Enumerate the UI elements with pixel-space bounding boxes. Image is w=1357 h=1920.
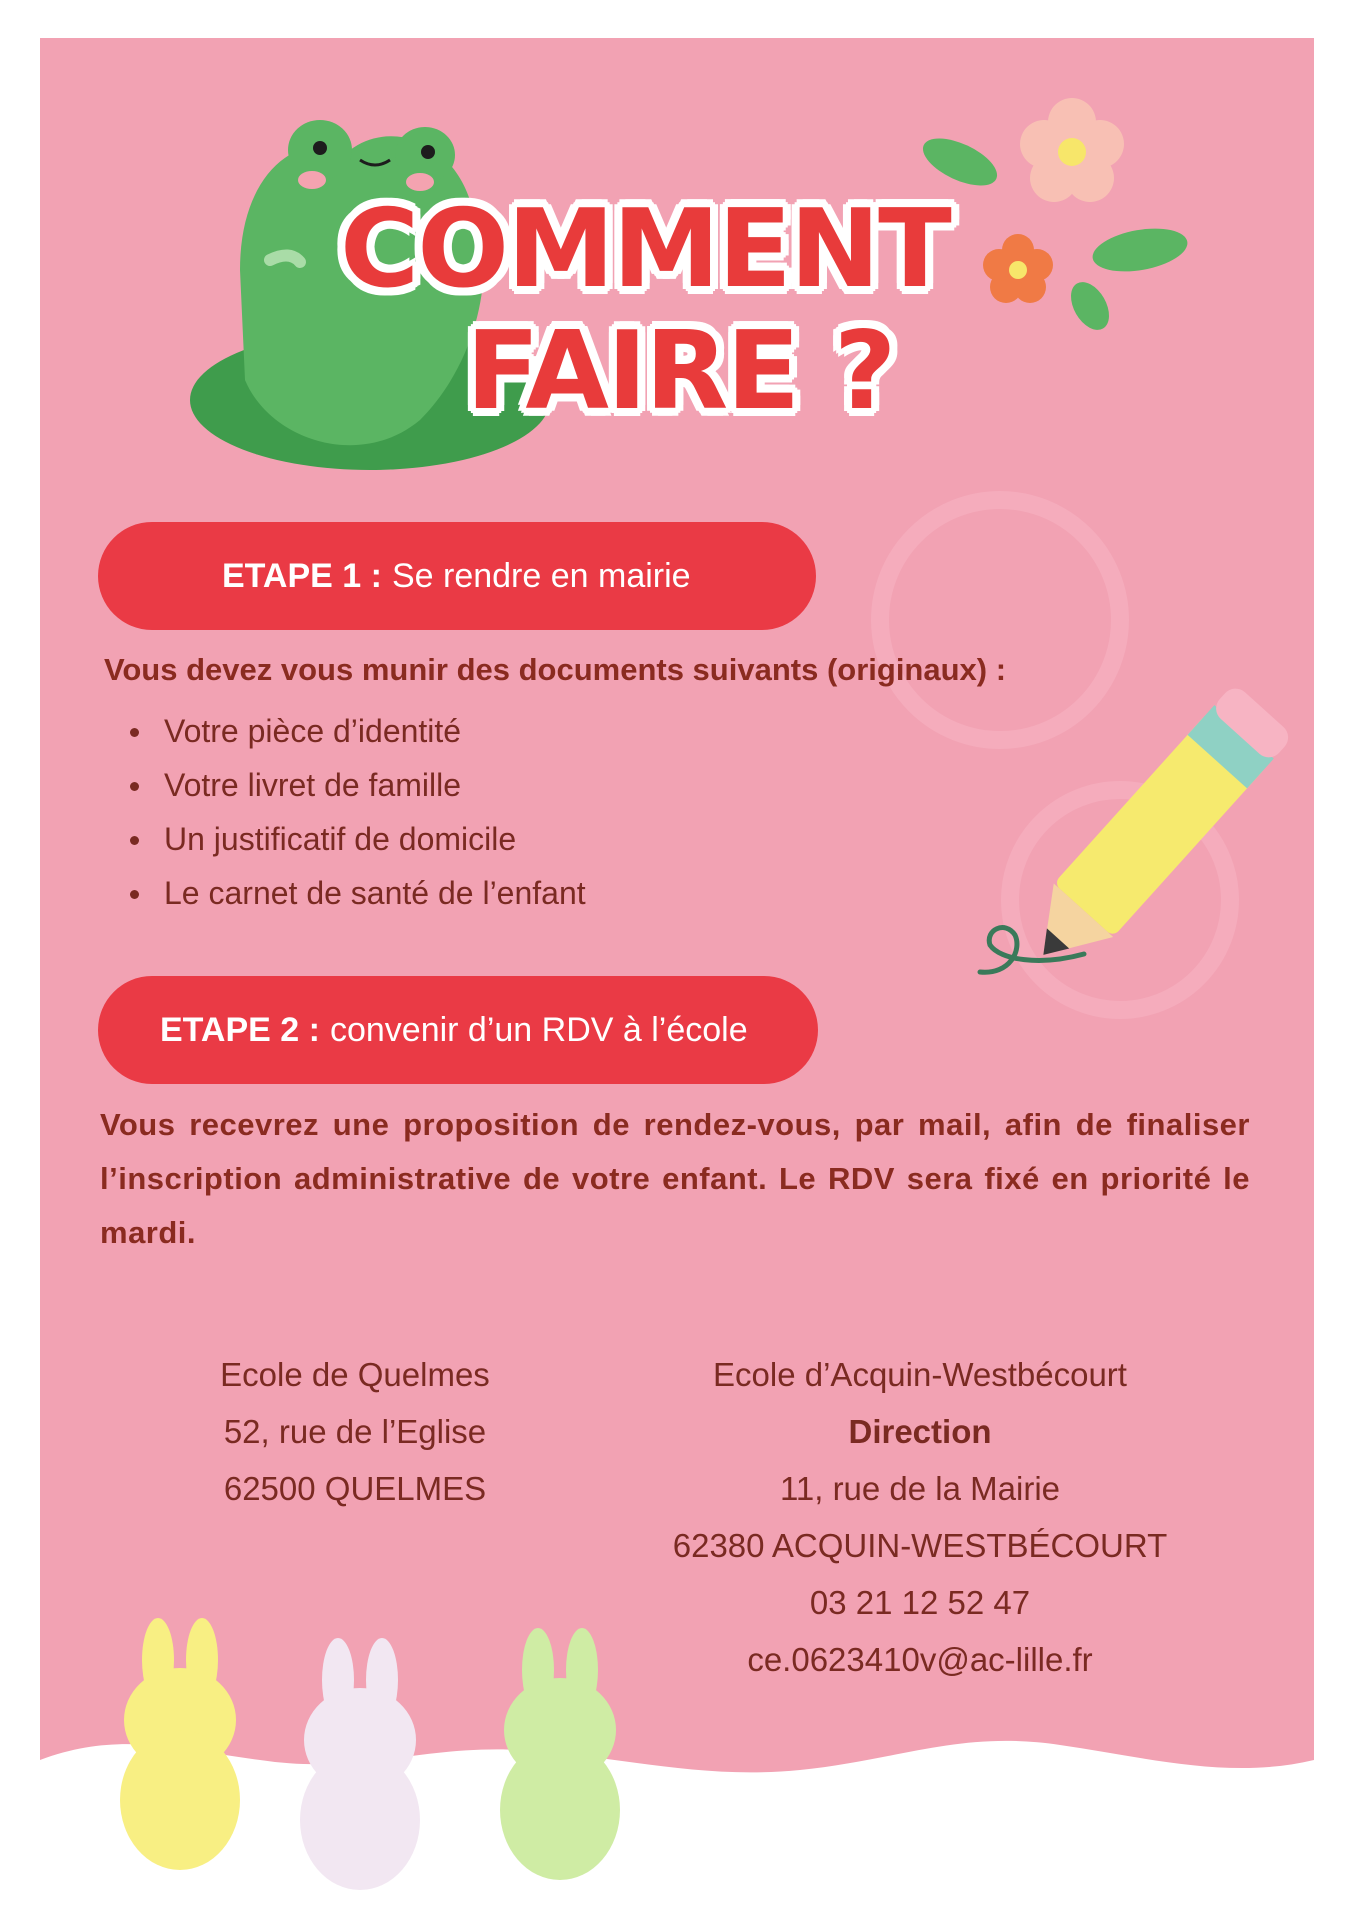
- school-name: Ecole de Quelmes: [220, 1356, 490, 1393]
- step-1-text: Se rendre en mairie: [391, 556, 691, 595]
- step-1-label: ETAPE 1 :: [222, 556, 382, 595]
- title-line-1: COMMENT: [340, 187, 950, 312]
- city: 62500 QUELMES: [223, 1470, 487, 1507]
- street: 52, rue de l’Eglise: [223, 1413, 487, 1450]
- step-2-label: ETAPE 2 :: [160, 1010, 320, 1049]
- title-line-2: FAIRE ?: [466, 309, 895, 434]
- list-item: Un justificatif de domicile: [126, 812, 586, 866]
- street: 11, rue de la Mairie: [779, 1470, 1061, 1507]
- bunnies-illustration: [120, 1618, 620, 1890]
- direction-label: Direction: [848, 1413, 992, 1450]
- documents-intro: Vous devez vous munir des documents suivants (originaux) :: [104, 652, 1007, 687]
- phone: 03 21 12 52 47: [809, 1584, 1031, 1621]
- email: ce.0623410v@ac-lille.fr: [747, 1641, 1093, 1678]
- title-block: [0, 0, 1357, 460]
- address-quelmes: [170, 1346, 540, 1517]
- list-item: Votre livret de famille: [126, 758, 586, 812]
- step-2-banner: [98, 976, 818, 1084]
- step-1-banner: [98, 522, 816, 630]
- city: 62380 ACQUIN-WESTBÉCOURT: [672, 1527, 1168, 1564]
- appointment-paragraph: Vous recevrez une proposition de rendez-vous, par mail, afin de finaliser l’inscription administrative de votre enfant. Le RDV sera fixé en priorité le mardi.: [100, 1107, 1250, 1250]
- list-item: Le carnet de santé de l’enfant: [126, 866, 586, 920]
- step-2-text: convenir d’un RDV à l’école: [329, 1010, 748, 1049]
- documents-list: [126, 704, 586, 920]
- school-name: Ecole d’Acquin-Westbécourt: [713, 1356, 1127, 1393]
- list-item: Votre pièce d’identité: [126, 704, 586, 758]
- address-acquin: [620, 1346, 1220, 1688]
